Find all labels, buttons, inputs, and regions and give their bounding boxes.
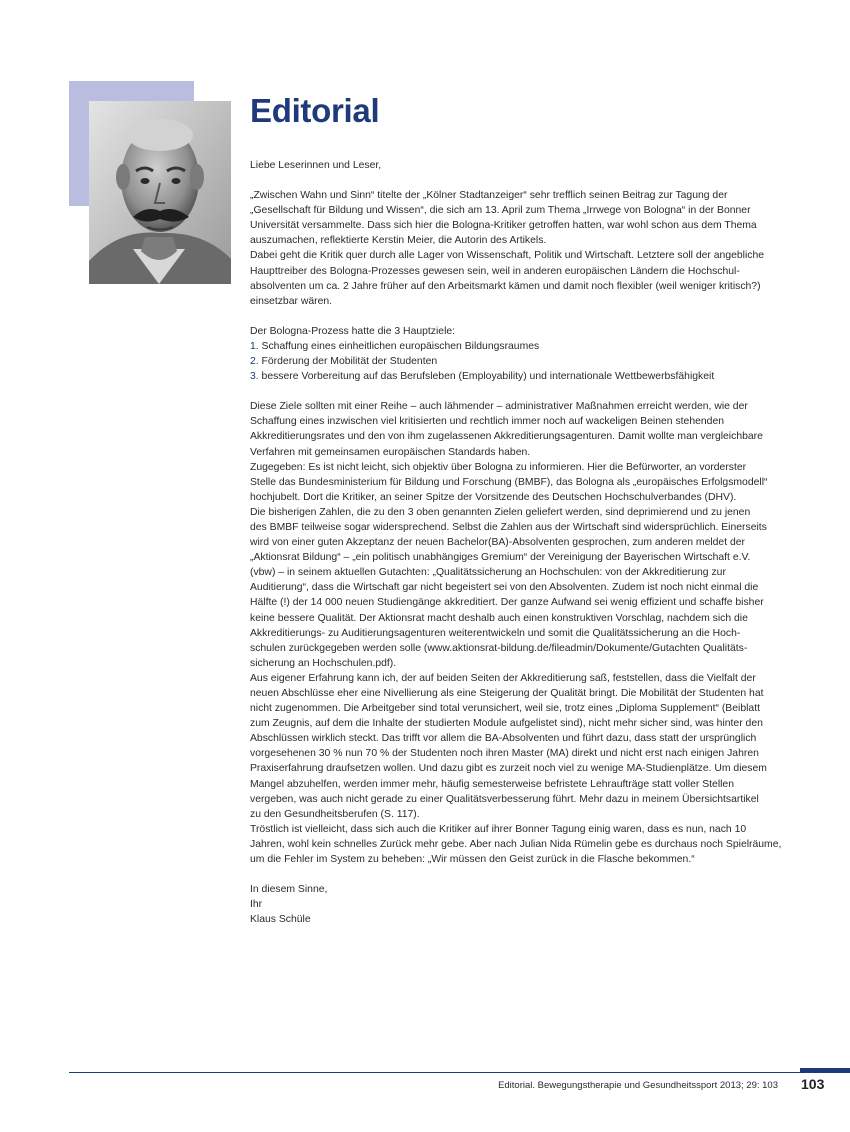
goal-text: Förderung der Mobilität der Studenten — [258, 356, 438, 368]
paragraph-line: „Gesellschaft für Bildung und Wissen“, die sich am 13. April zum Thema „Irrwege von Bologna“ in der Bonner — [250, 205, 751, 217]
paragraph-line: vorgesehenen 30 % nun 70 % der Studenten noch ihren Master (MA) direkt und nicht erst nach einigen Jahren — [250, 748, 759, 760]
paragraph-line: neuen Abschlüsse eher eine Nivellierung als eine Steigerung der Qualität bringt. Die Mobilität der Studenten hat — [250, 688, 764, 699]
goals-intro: Der Bologna-Prozess hatte die 3 Hauptziele: — [250, 325, 456, 337]
author-portrait-image — [89, 101, 231, 284]
paragraph-line: des BMBF teilweise sogar widersprechend. Selbst die Zahlen aus der Wirtschaft sind widersprüchlich. Einerseits — [250, 521, 767, 533]
paragraph-line: Universität versammelte. Dass sich hier die Bologna-Kritiker getroffen hatten, war wohl schon aus dem Thema — [250, 220, 757, 232]
goal-item — [250, 339, 790, 354]
paragraph-line: keine bessere Qualität. Der Aktionsrat macht deshalb auch einen konstruktiven Vorschlag, nachdem sich die — [250, 612, 748, 624]
goal-number: 3. — [250, 371, 259, 383]
paragraph-line: absolventen um ca. 2 Jahre früher auf den Arbeitsmarkt kämen und damit noch flexibler (weil weniger kritisch?) — [250, 280, 761, 292]
goal-text: Schaffung eines einheitlichen europäischen Bildungsraumes — [258, 340, 540, 352]
footer-journal: Bewegungstherapie und Gesundheitssport 2013; 29: 103 — [535, 1080, 778, 1091]
paragraph-line: Verfahren mit gemeinsamen europäischen Standards haben. — [250, 446, 531, 458]
paragraph-line: (vbw) – in seinem aktuellen Gutachten: „Qualitätssicherung an Hochschulen: von der Akkreditierung zur — [250, 567, 726, 579]
page-number: 103 — [801, 1076, 825, 1092]
paragraph-line: Jahren, wohl kein schnelles Zurück mehr gebe. Aber nach Julian Nida Rümelin gebe es durchaus noch Spielräume, — [250, 838, 782, 850]
paragraph-line: sicherung an Hochschulen.pdf). — [250, 657, 397, 669]
paragraph-line: auszumachen, reflektierte Kerstin Meier, die Autorin des Artikels. — [250, 235, 547, 247]
paragraph-line: Zugegeben: Es ist nicht leicht, sich objektiv über Bologna zu informieren. Hier die Befürworter, an vorderster — [250, 461, 747, 473]
paragraph-line: hochjubelt. Dort die Kritiker, an seiner Spitze der Vorsitzende des Deutschen Hochschulverbandes (DHV). — [250, 491, 737, 503]
paragraph-line: Aus eigener Erfahrung kann ich, der auf beiden Seiten der Akkreditierung saß, feststellen, dass die Vielfalt der — [250, 672, 756, 684]
paragraph-line: Akkreditierungsrates und den von ihm zugelassenen Akkreditierungsagenturen. Damit wollte man vergleichbare — [250, 431, 763, 443]
author-signature: Klaus Schüle — [250, 914, 311, 926]
paragraph-line: Hälfte (!) der 14 000 neuen Studiengänge akkreditiert. Der ganze Aufwand sei wenig effizient und schaffe bisher — [250, 597, 764, 609]
paragraph-line: zum Zeugnis, auf dem die Inhalte der studierten Module aufgelistet sind), nicht mehr sicher sind, was hinter den — [250, 718, 763, 730]
paragraph-line: Diese Ziele sollten mit einer Reihe – auch lähmender – administrativer Maßnahmen erreicht werden, wie der — [250, 401, 748, 413]
page-title: Editorial — [250, 92, 380, 129]
greeting: Liebe Leserinnen und Leser, — [250, 160, 382, 171]
paragraph-line: um die Fehler im System zu beheben: „Wir müssen den Geist zurück in die Flasche bekommen.“ — [250, 854, 695, 866]
paragraph-line: Dabei geht die Kritik quer durch alle Lager von Wissenschaft, Politik und Wirtschaft. Letztere soll der angebliche — [250, 250, 765, 262]
footer-rule — [69, 1072, 849, 1073]
paragraph-line: Mangel abzuhelfen, werden immer mehr, häufig semesterweise befristete Lehraufträge statt voller Stellen — [250, 778, 734, 790]
closing-line: In diesem Sinne, — [250, 884, 328, 896]
paragraph-line: Tröstlich ist vielleicht, dass sich auch die Kritiker auf ihrer Bonner Tagung einig waren, dass es nun, nach 10 — [250, 823, 747, 835]
footer-citation — [498, 1080, 778, 1091]
paragraph-line: Akkreditierungs- zu Auditierungsagenturen weiterentwickeln und somit die Qualitätssicherung an die Hoch- — [250, 627, 741, 639]
paragraph-line: Praxiserfahrung draufsetzen wollen. Und dazu gibt es zurzeit noch viel zu wenige MA-Studienplätze. Um diesem — [250, 763, 767, 775]
paragraph-line: „Zwischen Wahn und Sinn“ titelte der „Kölner Stadtanzeiger“ sehr trefflich seinen Beitrag zur Tagung der — [250, 190, 728, 202]
paragraph-line: schulen zurückgegeben werden solle (www.aktionsrat-bildung.de/fileadmin/Dokumente/Gutachten Qualitäts- — [250, 642, 748, 654]
paragraph-line: Die bisherigen Zahlen, die zu den 3 oben genannten Zielen geliefert werden, sind deprimierend und zu jenen — [250, 506, 751, 518]
paragraph-line: Stelle das Bundesministerium für Bildung und Forschung (BMBF), das Bologna als „europäisches Erfolgsmodell“ — [250, 476, 768, 488]
paragraph-line: einsetzbar wären. — [250, 295, 333, 307]
paragraph-line: zu den Gesundheitsberufen (S. 117). — [250, 808, 420, 820]
footer-section: Editorial. — [498, 1080, 536, 1091]
goal-text: bessere Vorbereitung auf das Berufsleben (Employability) und internationale Wettbewerbsfähigkeit — [258, 371, 715, 383]
goal-number: 1. — [250, 340, 259, 352]
goal-item — [250, 369, 790, 384]
paragraph-line: Auditierung“, dass die Wirtschaft gar nicht begeistert sei von den Absolventen. Zudem ist noch nicht einmal die — [250, 582, 759, 594]
closing-line: Ihr — [250, 899, 263, 911]
goal-item — [250, 354, 790, 369]
paragraph-line: nicht zugenommen. Die Arbeitgeber sind total verunsichert, weil sie, trotz eines „Diploma Supplement“ (Beiblatt — [250, 703, 760, 715]
paragraph-line: Schaffung eines inzwischen viel kritisierten und rechtlich immer noch auf wackeligen Beinen stehenden — [250, 416, 725, 428]
goal-number: 2. — [250, 356, 259, 368]
paragraph-line: wird von einer guten Akzeptanz der neuen Bachelor(BA)-Absolventen gesprochen, zum anderen meldet der — [250, 537, 746, 549]
paragraph-line: „Aktionsrat Bildung“ – „ein politisch unabhängiges Gremium“ der Vereinigung der Bayerischen Wirtschaft e.V. — [250, 552, 751, 564]
paragraph-line: vergeben, was auch nicht gerade zu einer Qualitätsverbesserung führt. Mehr dazu in meinem Übersichtsartikel — [250, 793, 759, 805]
paragraph-line: Haupttreiber des Bologna-Prozesses gewesen sein, weil in anderen europäischen Ländern die Hochschul- — [250, 265, 740, 277]
editorial-body — [250, 158, 790, 927]
paragraph-line: Abschlüssen wirklich steckt. Das trifft vor allem die BA-Absolventen und führt dazu, dass statt der ursprünglich — [250, 733, 757, 745]
author-portrait — [89, 101, 231, 284]
